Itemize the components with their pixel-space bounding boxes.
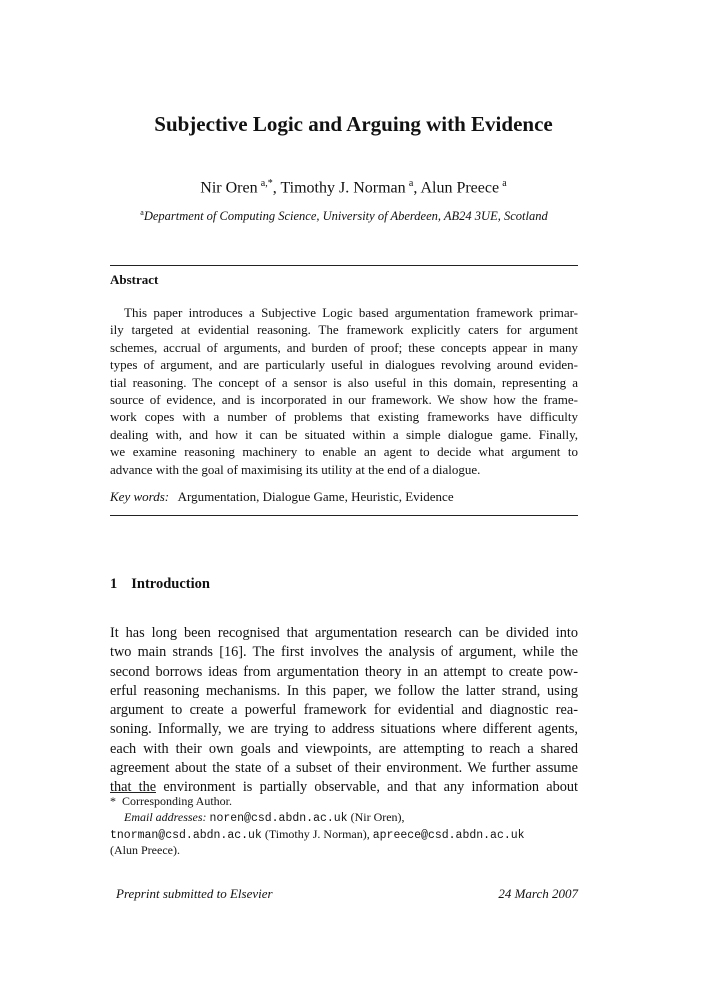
footnote-marker: * (110, 794, 116, 808)
abstract-line: dealing with, and how it can be situated within a simple dialogue game. Finally, (110, 426, 578, 442)
abstract-line: we examine reasoning machinery to enable an agent to decide what argument to (110, 444, 578, 460)
section-heading (110, 576, 210, 593)
keywords-label: Key words: (110, 489, 170, 504)
abstract-top-rule (110, 265, 578, 266)
keywords (110, 489, 454, 505)
email-link[interactable]: noren@csd.abdn.ac.uk (209, 811, 348, 825)
body-line: each with their own goals and viewpoints, are attempting to reach a shared (110, 740, 578, 757)
abstract-line: tial reasoning. The concept of a sensor is also useful in this domain, representing a (110, 374, 578, 390)
affiliation (110, 208, 578, 224)
author-list: Nir Oren $^{a,*}$, Timothy J. Norman $^a$, Alun Preece $^a$ (200, 178, 507, 197)
abstract-line: This paper introduces a Subjective Logic based argumentation framework primar- (124, 305, 578, 320)
email-label: Email addresses: (124, 809, 207, 824)
email-link[interactable]: apreece@csd.abdn.ac.uk (372, 828, 525, 842)
footer-preprint-note: Preprint submitted to Elsevier (116, 886, 273, 901)
affiliation-mark: a (140, 208, 144, 217)
body-line: agreement about the state of a subset of their environment. We further assume (110, 760, 578, 777)
section-title: Introduction (131, 576, 210, 592)
email-owner: (Alun Preece). (110, 843, 180, 858)
author-affiliation-mark: a (502, 178, 507, 189)
email-owner: (Nir Oren), (350, 809, 405, 824)
body-line: two main strands [16]. The first involves the analysis of argument, while the (110, 644, 578, 661)
author-affiliation-mark: a (408, 178, 414, 189)
abstract-body (110, 304, 578, 478)
author-name: Timothy J. Norman (280, 179, 406, 197)
abstract-heading: Abstract (110, 272, 159, 287)
author-name: Nir Oren (200, 179, 258, 197)
abstract-line: schemes, accrual of arguments, and burden of proof; these concepts appear in many (110, 339, 578, 355)
paper-title: Subjective Logic and Arguing with Evidence (154, 112, 553, 136)
body-line: that the environment is partially observable, and that any information about (110, 779, 578, 796)
footnote-rule (110, 792, 156, 793)
abstract-line: source of evidence, and is incorporated in our framework. We show how the frame- (110, 392, 578, 408)
body-line: It has long been recognised that argumentation research can be divided into (110, 625, 578, 641)
author-affiliation-mark: a,* (260, 178, 273, 189)
abstract-line: work copes with a number of problems that existing frameworks have difficulty (110, 409, 578, 425)
footnote (110, 794, 578, 859)
affiliation-text: Department of Computing Science, University of Aberdeen, AB24 3UE, Scotland (143, 209, 548, 224)
body-line: erful reasoning mechanisms. In this paper, we follow the latter strand, using (110, 682, 578, 699)
abstract-line: types of argument, and are particularly useful in dialogues revolving around eviden- (110, 357, 578, 373)
body-line: second borrows ideas from argumentation theory in an attempt to create pow- (110, 663, 578, 680)
abstract-bottom-rule (110, 515, 578, 516)
body-line: soning. Informally, we are trying to address situations where different agents, (110, 721, 578, 738)
keywords-text: Argumentation, Dialogue Game, Heuristic, Evidence (177, 489, 454, 504)
abstract-line: ily targeted at evidential reasoning. The framework explicitly caters for argument (110, 322, 578, 338)
abstract-line: advance with the goal of maximising its utility at the end of a dialogue. (110, 461, 481, 477)
email-owner: (Timothy J. Norman), (264, 826, 370, 841)
footer-date: 24 March 2007 (498, 886, 578, 901)
footnote-corresponding: Corresponding Author. (122, 794, 232, 808)
body-line: argument to create a powerful framework for evidential and diagnostic rea- (110, 702, 578, 719)
email-link[interactable]: tnorman@csd.abdn.ac.uk (110, 828, 262, 842)
body-text (110, 624, 578, 798)
author-name: Alun Preece (420, 179, 500, 197)
section-number: 1 (110, 576, 118, 592)
